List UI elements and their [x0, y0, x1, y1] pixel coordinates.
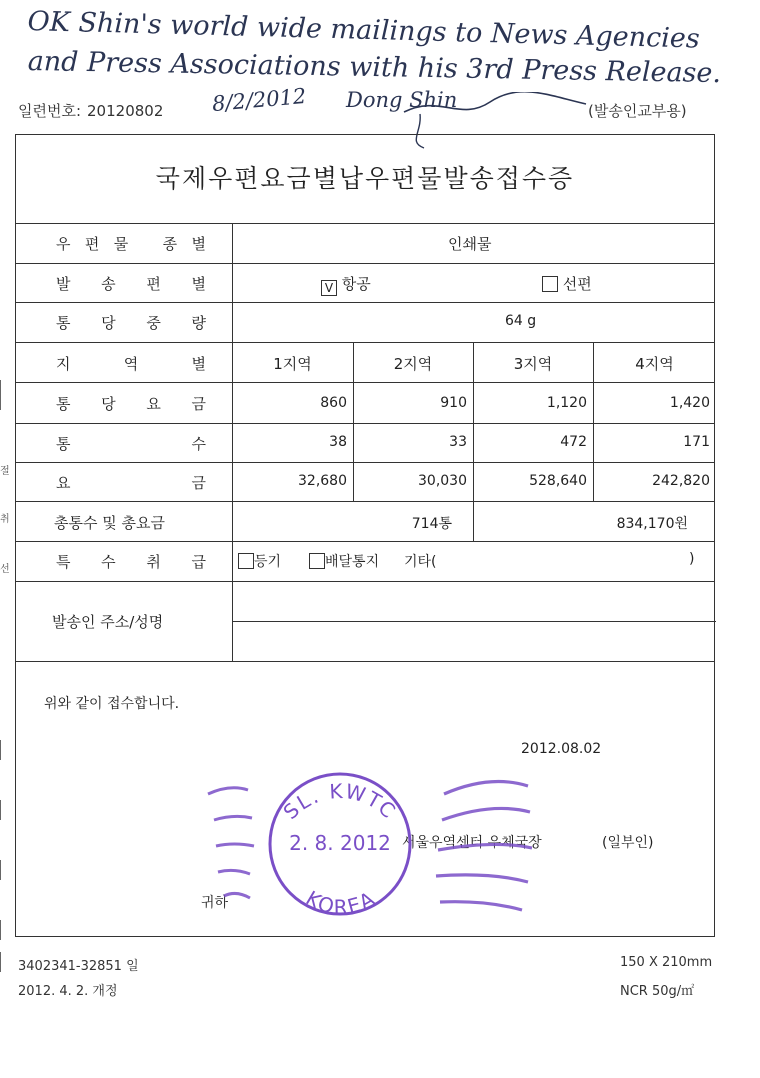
- serial-label: 일련번호:: [18, 102, 82, 120]
- label-method: 발 송 편 별: [56, 275, 206, 293]
- addressee-label: 귀하: [201, 895, 229, 911]
- tear-line-mark: [0, 920, 7, 940]
- count-region-3: 472: [560, 434, 587, 450]
- handwritten-date: 8/2/2012: [211, 83, 308, 117]
- unit-fee-region-1: 860: [320, 395, 347, 411]
- sea-label: 선편: [562, 275, 592, 293]
- special-registered-option: [238, 551, 281, 571]
- air-checkbox: V: [321, 280, 337, 296]
- count-region-1: 38: [329, 434, 347, 450]
- region-4-header: 4지역: [635, 355, 674, 373]
- footer-paper: NCR 50g/㎡: [620, 984, 695, 999]
- receipt-text: 위와 같이 접수합니다.: [44, 696, 180, 712]
- receipt-date: 2012.08.02: [521, 741, 602, 757]
- unit-fee-region-4: 1,420: [669, 395, 710, 411]
- seal-label: (일부인): [602, 835, 654, 851]
- region-1-header: 1지역: [273, 355, 312, 373]
- tear-line-char-2: 취: [0, 514, 10, 525]
- label-unit-fee: 통 당 요 금: [56, 395, 206, 413]
- footer-revision: 2012. 4. 2. 개정: [18, 984, 118, 999]
- weight-value: 64 g: [505, 313, 537, 329]
- count-region-4: 171: [683, 434, 710, 450]
- air-label: 항공: [341, 275, 371, 293]
- stamp-bottom-text: KOREA: [301, 885, 381, 920]
- footer-size: 150 X 210mm: [620, 955, 713, 970]
- method-air-option: [321, 273, 371, 296]
- tear-line-mark: [0, 380, 7, 410]
- fee-region-1: 32,680: [298, 473, 347, 489]
- tear-line-char-1: 절: [0, 466, 10, 477]
- label-region: 지 역 별: [56, 355, 206, 373]
- handwritten-signature: Dong Shin: [346, 88, 458, 112]
- sea-checkbox: [542, 276, 558, 292]
- cancellation-lines-left: [208, 788, 254, 898]
- label-weight: 통 당 중 량: [56, 314, 206, 332]
- handwritten-note-line2: and Press Associations with his 3rd Press Release.: [27, 46, 722, 90]
- tear-line-mark: [0, 952, 7, 972]
- total-count: 714통: [411, 516, 452, 532]
- unit-fee-region-3: 1,120: [546, 395, 587, 411]
- stamp-date: 2. 8. 2012: [289, 831, 391, 855]
- cancellation-lines-right: [436, 782, 532, 911]
- label-fee: 요 금: [56, 474, 206, 492]
- label-sender: 발송인 주소/성명: [52, 613, 164, 631]
- count-region-2: 33: [449, 434, 467, 450]
- postmark-stamp: [200, 768, 540, 918]
- label-mail-type: 우 편 물 종 별: [56, 235, 206, 253]
- label-totals: 총통수 및 총요금: [54, 514, 165, 532]
- region-2-header: 2지역: [393, 355, 433, 373]
- unit-fee-region-2: 910: [440, 395, 467, 411]
- post-office-name: 서울우역센터 우체국장: [402, 835, 542, 851]
- mail-type-value: 인쇄물: [448, 235, 492, 253]
- tear-line-mark: [0, 800, 7, 820]
- handwritten-note-line1: OK Shin's world wide mailings to News Agencies: [27, 6, 701, 55]
- special-other-label: 기타(: [404, 554, 437, 570]
- label-count: 통 수: [56, 435, 206, 453]
- fee-region-2: 30,030: [418, 473, 467, 489]
- serial-value: 20120802: [87, 102, 164, 120]
- label-special: 특 수 취 급: [56, 553, 206, 571]
- registered-label: 등기: [254, 554, 282, 570]
- region-3-header: 3지역: [513, 355, 553, 373]
- delivery-notice-label: 배달통지: [325, 554, 380, 570]
- tear-line-mark: [0, 740, 7, 760]
- form-title: 국제우편요금별납우편물발송접수증: [16, 135, 714, 224]
- footer-code: 3402341-32851 일: [18, 959, 139, 974]
- tear-line-mark: [0, 860, 7, 880]
- delivery-note: (발송인교부용): [588, 102, 687, 120]
- serial-number: [18, 100, 163, 121]
- special-other-close: ): [689, 551, 695, 567]
- method-sea-option: [542, 273, 592, 294]
- fee-region-4: 242,820: [652, 473, 710, 489]
- total-fee: 834,170원: [616, 516, 688, 532]
- special-delivery-notice-option: [309, 551, 379, 571]
- fee-region-3: 528,640: [529, 473, 587, 489]
- registered-checkbox: [238, 553, 254, 569]
- delivery-notice-checkbox: [309, 553, 325, 569]
- tear-line-char-3: 선: [0, 564, 10, 575]
- stamp-top-text: SL. KWTC: [278, 778, 402, 825]
